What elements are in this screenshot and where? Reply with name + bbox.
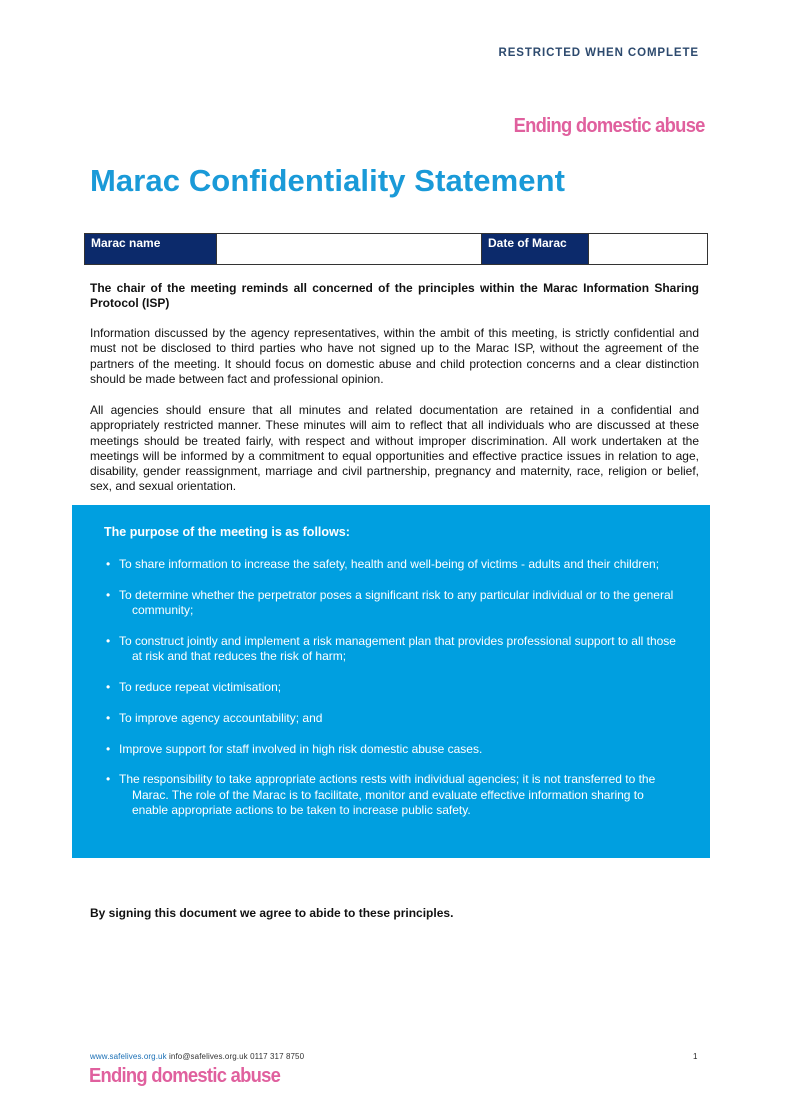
purpose-item [104, 711, 678, 726]
purpose-item [104, 557, 678, 572]
purpose-item-text: To improve agency accountability; and [119, 710, 323, 725]
purpose-item-text: Improve support for staff involved in high risk domestic abuse cases. [119, 741, 483, 756]
email-link[interactable]: info@safelives.org.uk [169, 1052, 248, 1061]
purpose-item-text: To reduce repeat victimisation; [119, 679, 282, 694]
bullet-icon: • [106, 710, 111, 725]
purpose-item-text: To construct jointly and implement a risk management plan that provides professional support to all those at risk and that reduces the risk of harm; [119, 633, 676, 664]
purpose-item-text: To share information to increase the safety, health and well-being of victims - adults and their children; [119, 557, 660, 571]
brand-tagline-header: Ending domestic abuse [513, 115, 705, 137]
bullet-icon: • [106, 741, 111, 756]
purpose-item [104, 742, 678, 757]
footer-contact [90, 1052, 304, 1061]
purpose-item [104, 588, 678, 619]
classification-label: RESTRICTED WHEN COMPLETE [498, 47, 699, 59]
purpose-heading: The purpose of the meeting is as follows: [104, 525, 350, 539]
date-of-marac-field[interactable] [589, 234, 708, 265]
bullet-icon: • [106, 679, 111, 694]
page-title: Marac Confidentiality Statement [90, 163, 566, 198]
purpose-list [104, 557, 678, 834]
bullet-icon: • [106, 772, 111, 787]
intro-statement: The chair of the meeting reminds all concerned of the principles within the Marac Information Sharing Protocol (ISP) [90, 281, 699, 311]
purpose-item [104, 772, 678, 818]
purpose-item-text: The responsibility to take appropriate actions rests with individual agencies; it is not transferred to the Marac. The role of the Marac is to facilitate, monitor and evaluate effective information sharing to enable appropriate actions to be taken to increase public safety. [119, 772, 656, 817]
bullet-icon: • [106, 557, 111, 571]
marac-name-field[interactable] [217, 234, 482, 265]
bullet-icon: • [106, 633, 111, 648]
brand-tagline-footer: Ending domestic abuse [89, 1065, 281, 1087]
purpose-item [104, 634, 678, 665]
phone-number: 0117 317 8750 [250, 1052, 305, 1061]
marac-details-table [84, 233, 708, 265]
marac-name-label: Marac name [85, 234, 217, 265]
purpose-item-text: To determine whether the perpetrator poses a significant risk to any particular individual or to the general community; [119, 587, 674, 618]
confidentiality-paragraph: Information discussed by the agency representatives, within the ambit of this meeting, is strictly confidential and must not be disclosed to third parties who have not signed up to the Marac ISP, without the agreement of the partners of the meeting. It should focus on domestic abuse and child protection concerns and a clear distinction should be made between fact and professional opinion. [90, 326, 699, 386]
signature-statement: By signing this document we agree to abide to these principles. [90, 906, 454, 920]
page-number: 1 [693, 1052, 698, 1061]
date-of-marac-label: Date of Marac [482, 234, 589, 265]
meeting-purpose-box [72, 505, 710, 858]
purpose-item [104, 680, 678, 695]
equal-opportunities-paragraph: All agencies should ensure that all minutes and related documentation are retained in a confidential and appropriately restricted manner. These minutes will aim to reflect that all individuals who are discussed at these meetings should be treated fairly, with respect and without improper discrimination. All work undertaken at the meetings will be informed by a commitment to equal opportunities and effective practice issues in relation to age, disability, gender reassignment, marriage and civil partnership, pregnancy and maternity, race, religion or belief, sex, and sexual orientation. [90, 403, 699, 494]
website-link[interactable]: www.safelives.org.uk [90, 1052, 167, 1061]
bullet-icon: • [106, 587, 111, 602]
